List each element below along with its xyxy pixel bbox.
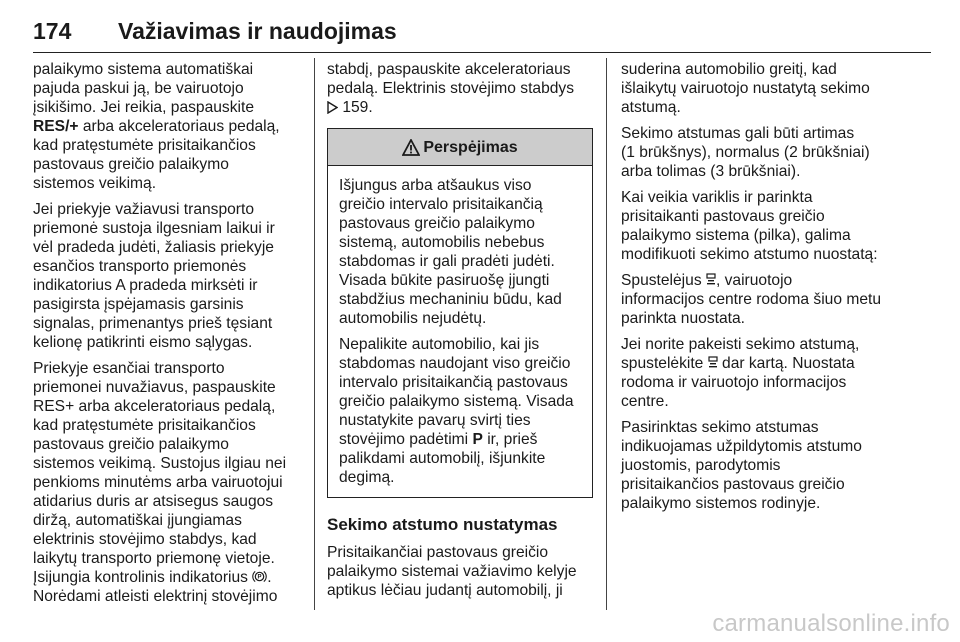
text-line: centre. xyxy=(621,393,669,410)
text-line: pasigirsta įspėjamasis garsinis xyxy=(33,296,244,313)
column-middle xyxy=(327,60,593,607)
warning-title: Perspėjimas xyxy=(423,138,518,156)
warning-triangle-icon xyxy=(402,139,420,156)
text-line: Prisitaikančiai pastovaus greičio xyxy=(327,544,549,561)
text-line: išlaikytų vairuotojo nustatytą sekimo xyxy=(621,80,870,97)
text-line: palaikymo sistemai važiavimo kelyje xyxy=(327,563,577,580)
text-line: stabdomas naudojant viso greičio xyxy=(339,355,571,372)
paragraph xyxy=(621,335,921,411)
text-line: kad pratęstumėte prisitaikančios xyxy=(33,137,256,154)
text-line: pedalą. Elektrinis stovėjimo stabdys xyxy=(327,80,575,97)
text-line: sistemą, automobilis nebebus xyxy=(339,234,545,251)
text-line: esančios transporto priemonės xyxy=(33,258,247,275)
text-line: Sekimo atstumas gali būti artimas xyxy=(621,125,855,142)
text-line: Priekyje esančiai transporto xyxy=(33,360,225,377)
text-line: suderina automobilio greitį, kad xyxy=(621,61,837,78)
paragraph xyxy=(339,176,583,328)
section-heading: Sekimo atstumo nustatymas xyxy=(327,515,558,534)
text-line: modifikuoti sekimo atstumo nuostatą: xyxy=(621,246,878,263)
text-line: stovėjimo padėtimi P ir, prieš xyxy=(339,431,538,448)
svg-text:P: P xyxy=(257,574,262,581)
text-line: Nepalikite automobilio, kai jis xyxy=(339,336,540,353)
text-line: informacijos centre rodoma šiuo metu xyxy=(621,291,882,308)
text-line: Pasirinktas sekimo atstumas xyxy=(621,419,819,436)
column-divider xyxy=(314,58,315,610)
column-right xyxy=(621,60,921,520)
text-line: sistemos veikimą. Sustojus ilgiau nei xyxy=(33,455,287,472)
text-line: intervalo prisitaikančią pastovaus xyxy=(339,374,568,391)
text-line: stabdžius mechaniniu būdu, kad xyxy=(339,291,562,308)
text-line: rodoma ir vairuotojo informacijos xyxy=(621,374,847,391)
following-distance-icon xyxy=(708,356,718,370)
paragraph xyxy=(621,60,921,117)
paragraph xyxy=(33,60,305,193)
text-line: (1 brūkšnys), normalus (2 brūkšniai) xyxy=(621,144,870,161)
text-line: kelionę patikrinti eismo sąlygas. xyxy=(33,334,253,351)
text-line: priemonė sustoja ilgesniam laikui ir xyxy=(33,220,275,237)
text-line: Išjungus arba atšaukus viso xyxy=(339,177,532,194)
text-line: nustatykite pavarų svirtį ties xyxy=(339,412,531,429)
text-line: pastovaus greičio palaikymo xyxy=(33,156,229,173)
watermark: carmanualsonline.info xyxy=(712,610,950,637)
paragraph xyxy=(621,418,921,513)
text-line: vėl pradeda judėti, žaliasis priekyje xyxy=(33,239,274,256)
text-line: Visada būkite pasiruošę įjungti xyxy=(339,272,550,289)
page-number: 174 xyxy=(33,18,72,44)
reference-arrow-icon xyxy=(327,101,338,114)
text-line: stabdį, paspauskite akceleratoriaus xyxy=(327,61,571,78)
column-divider xyxy=(606,58,607,610)
text-line: Norėdami atleisti elektrinį stovėjimo xyxy=(33,588,278,605)
text-line: pajuda paskui ją, be vairuotojo xyxy=(33,80,244,97)
page-header xyxy=(33,8,931,53)
text-line: palikdami automobilį, išjunkite xyxy=(339,450,546,467)
text-line: atidarius duris ar atsisegus saugos xyxy=(33,493,274,510)
text-line: pastovaus greičio palaikymo xyxy=(339,215,535,232)
text-line: indikatorius A pradeda mirksėti ir xyxy=(33,277,258,294)
parking-brake-icon xyxy=(252,569,267,584)
text-line: palaikymo sistema (pilka), galima xyxy=(621,227,851,244)
text-line: arba tolimas (3 brūkšniai). xyxy=(621,163,801,180)
text-line: stabdomas ir gali pradėti judėti. xyxy=(339,253,555,270)
warning-header xyxy=(328,129,592,166)
text-line: priemonei nuvažiavus, paspauskite xyxy=(33,379,276,396)
text-line: RES/+ arba akceleratoriaus pedalą, xyxy=(33,118,280,135)
text-line: palaikymo sistemos rodinyje. xyxy=(621,495,821,512)
text-line: prisitaikančios pastovaus greičio xyxy=(621,476,845,493)
paragraph xyxy=(327,543,593,600)
text-line: Įsijungia kontrolinis indikatorius P . xyxy=(33,569,272,586)
bold-term: P xyxy=(472,431,483,448)
text-line: penkioms minutėms arba vairuotojui xyxy=(33,474,283,491)
paragraph xyxy=(621,271,921,328)
following-distance-icon xyxy=(706,273,716,287)
text-line: indikuojamas užpildytomis atstumo xyxy=(621,438,862,455)
paragraph xyxy=(33,200,305,352)
paragraph xyxy=(339,335,583,487)
text-line: palaikymo sistema automatiškai xyxy=(33,61,254,78)
text-line: degimą. xyxy=(339,469,395,486)
text-line: greičio palaikymo sistemą. Visada xyxy=(339,393,574,410)
text-line: elektrinis stovėjimo stabdys, kad xyxy=(33,531,257,548)
text-line: Spustelėjus , vairuotojo xyxy=(621,272,793,289)
paragraph xyxy=(621,124,921,181)
warning-body xyxy=(328,166,592,497)
text-line: diržą, automatiškai įjungiamas xyxy=(33,512,242,529)
text-line: atstumą. xyxy=(621,99,681,116)
text-line: įsikišimo. Jei reikia, paspauskite xyxy=(33,99,254,116)
column-left xyxy=(33,60,305,613)
page-title: Važiavimas ir naudojimas xyxy=(118,18,397,44)
text-line: Jei priekyje važiavusi transporto xyxy=(33,201,255,218)
paragraph xyxy=(327,60,593,117)
text-line: laikytų transporto priemonę vietoje. xyxy=(33,550,275,567)
paragraph xyxy=(621,188,921,264)
paragraph xyxy=(33,359,305,606)
text-line: pastovaus greičio palaikymo xyxy=(33,436,229,453)
text-line: aptikus lėčiau judantį automobilį, ji xyxy=(327,582,563,599)
text-line: parinkta nuostata. xyxy=(621,310,745,327)
warning-box xyxy=(327,128,593,498)
text-line: prisitaikanti pastovaus greičio xyxy=(621,208,825,225)
text-line: spustelėkite dar kartą. Nuostata xyxy=(621,355,855,372)
text-line: Jei norite pakeisti sekimo atstumą, xyxy=(621,336,860,353)
text-line: greičio intervalo prisitaikančią xyxy=(339,196,543,213)
text-line: signalas, primenantys prieš tęsiant xyxy=(33,315,273,332)
text-line: Kai veikia variklis ir parinkta xyxy=(621,189,813,206)
bold-term: RES/+ xyxy=(33,118,79,135)
text-line: automobilis nejudėtų. xyxy=(339,310,487,327)
text-line: juostomis, parodytomis xyxy=(621,457,781,474)
text-line: kad pratęstumėte prisitaikančios xyxy=(33,417,256,434)
text-line: sistemos veikimą. xyxy=(33,175,157,192)
text-line: 159. xyxy=(327,98,593,117)
text-line: RES+ arba akceleratoriaus pedalą, xyxy=(33,398,276,415)
